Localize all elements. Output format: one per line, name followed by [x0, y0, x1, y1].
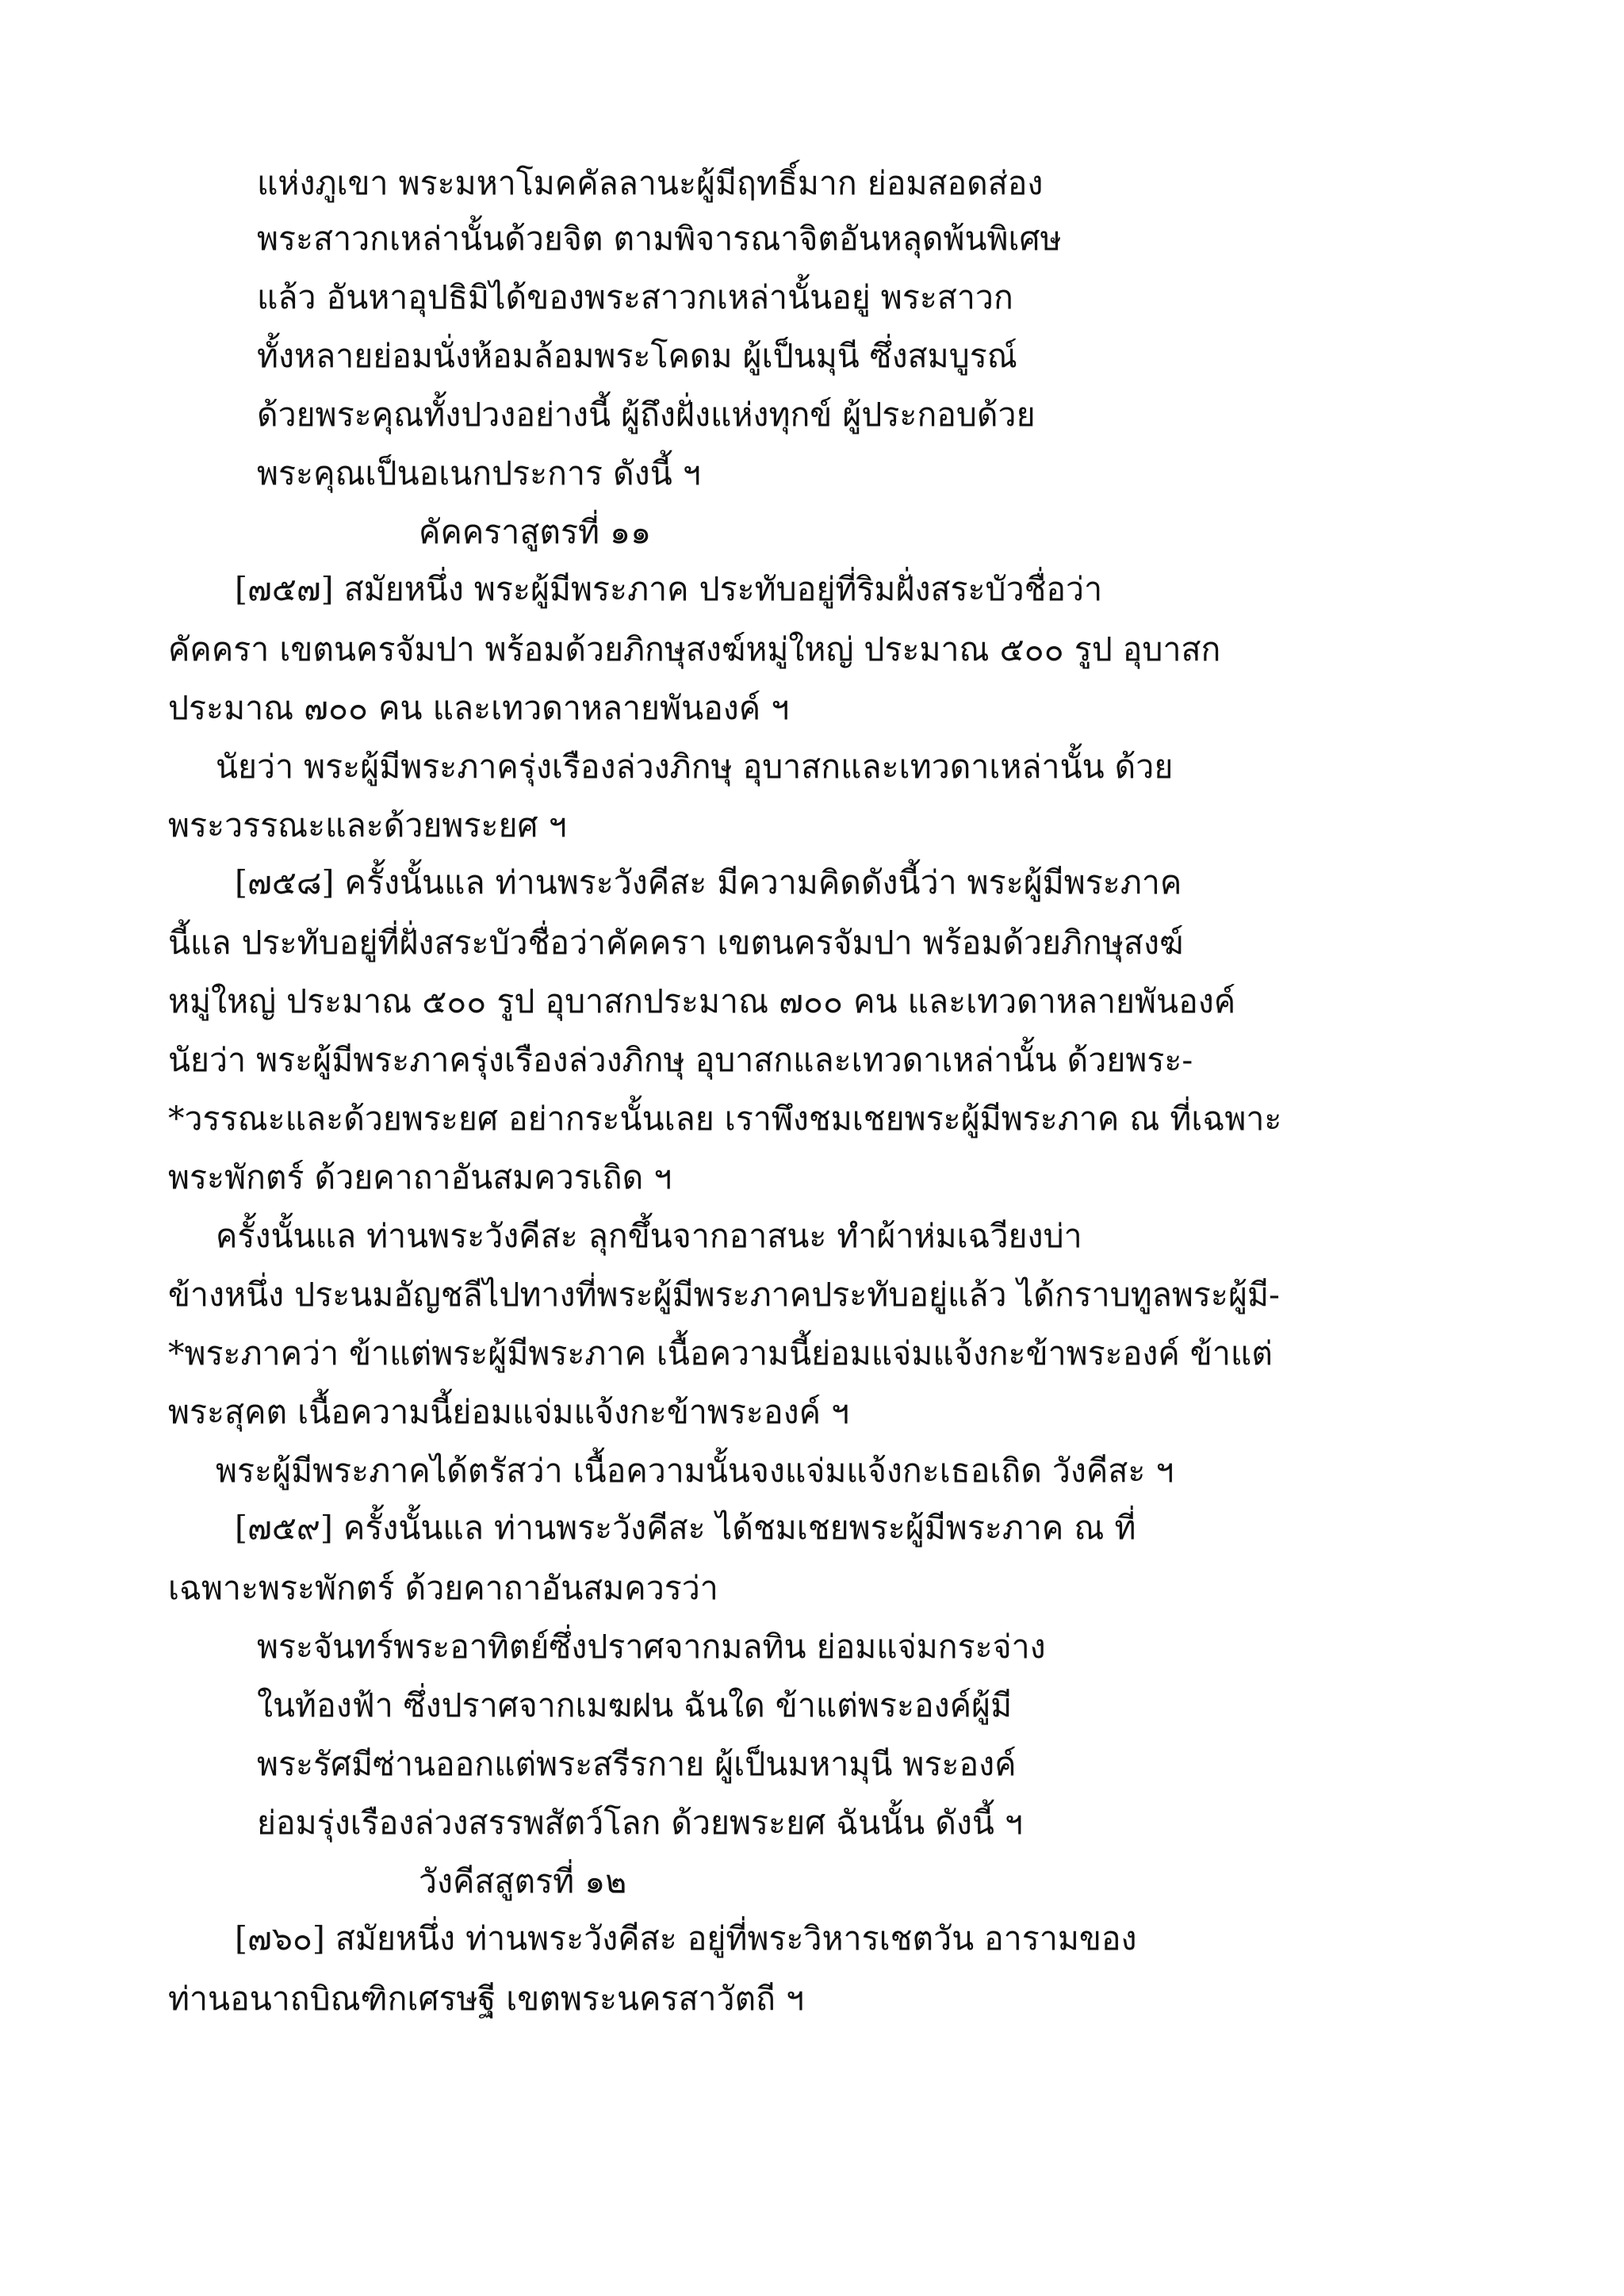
paragraph-line: นี้แล ประทับอยู่ที่ฝั่งสระบัวชื่อว่าคัคครา เขตนครจัมปา พร้อมด้วยภิกษุสงฆ์: [168, 924, 1184, 962]
paragraph-line: พระสุคต เนื้อความนี้ย่อมแจ่มแจ้งกะข้าพระองค์ ฯ: [168, 1393, 850, 1431]
paragraph-line: *พระภาคว่า ข้าแต่พระผู้มีพระภาค เนื้อความนี้ย่อมแจ่มแจ้งกะข้าพระองค์ ข้าแต่: [168, 1334, 1273, 1372]
paragraph-line: หมู่ใหญ่ ประมาณ ๕๐๐ รูป อุบาสกประมาณ ๗๐๐ คน และเทวดาหลายพันองค์: [168, 982, 1236, 1020]
verse-line: พระจันทร์พระอาทิตย์ซึ่งปราศจากมลทิน ย่อมแจ่มกระจ่าง: [257, 1628, 1046, 1666]
paragraph-line: นัยว่า พระผู้มีพระภาครุ่งเรืองล่วงภิกษุ อุบาสกและเทวดาเหล่านั้น ด้วยพระ-: [168, 1041, 1193, 1079]
paragraph-line: พระพักตร์ ด้วยคาถาอันสมควรเถิด ฯ: [168, 1158, 672, 1196]
paragraph-line: [๗๖๐] สมัยหนึ่ง ท่านพระวังคีสะ อยู่ที่พระวิหารเชตวัน อารามของ: [235, 1919, 1137, 1957]
verse-line: ด้วยพระคุณทั้งปวงอย่างนี้ ผู้ถึงฝั่งแห่งทุกข์ ผู้ประกอบด้วย: [257, 396, 1036, 434]
paragraph-line: [๗๕๘] ครั้งนั้นแล ท่านพระวังคีสะ มีความคิดดังนี้ว่า พระผู้มีพระภาค: [235, 863, 1182, 901]
section-title: คัคคราสูตรที่ ๑๑: [419, 513, 652, 551]
paragraph-line: พระผู้มีพระภาคได้ตรัสว่า เนื้อความนั้นจงแจ่มแจ้งกะเธอเถิด วังคีสะ ฯ: [216, 1452, 1174, 1490]
verse-line: ย่อมรุ่งเรืองล่วงสรรพสัตว์โลก ด้วยพระยศ ฉันนั้น ดังนี้ ฯ: [257, 1804, 1023, 1842]
verse-line: พระสาวกเหล่านั้นด้วยจิต ตามพิจารณาจิตอันหลุดพ้นพิเศษ: [257, 220, 1062, 258]
paragraph-line: *วรรณะและด้วยพระยศ อย่ากระนั้นเลย เราพึงชมเชยพระผู้มีพระภาค ณ ที่เฉพาะ: [168, 1100, 1282, 1138]
paragraph-line: ท่านอนาถบิณฑิกเศรษฐี เขตพระนครสาวัตถี ฯ: [168, 1980, 805, 2018]
paragraph-line: ประมาณ ๗๐๐ คน และเทวดาหลายพันองค์ ฯ: [168, 689, 790, 727]
verse-line: พระรัศมีซ่านออกแต่พระสรีรกาย ผู้เป็นมหามุนี พระองค์: [257, 1745, 1017, 1783]
paragraph-line: ครั้งนั้นแล ท่านพระวังคีสะ ลุกขึ้นจากอาสนะ ทำผ้าห่มเฉวียงบ่า: [216, 1217, 1082, 1255]
verse-line: ทั้งหลายย่อมนั่งห้อมล้อมพระโคดม ผู้เป็นมุนี ซึ่งสมบูรณ์: [257, 337, 1017, 375]
verse-line: พระคุณเป็นอเนกประการ ดังนี้ ฯ: [257, 454, 701, 492]
section-title: วังคีสสูตรที่ ๑๒: [419, 1862, 627, 1900]
paragraph-line: พระวรรณะและด้วยพระยศ ฯ: [168, 806, 567, 844]
paragraph-line: [๗๕๙] ครั้งนั้นแล ท่านพระวังคีสะ ได้ชมเชยพระผู้มีพระภาค ณ ที่: [235, 1509, 1136, 1547]
verse-line: แล้ว อันหาอุปธิมิได้ของพระสาวกเหล่านั้นอยู่ พระสาวก: [257, 278, 1013, 316]
paragraph-line: เฉพาะพระพักตร์ ด้วยคาถาอันสมควรว่า: [168, 1569, 718, 1607]
paragraph-line: [๗๕๗] สมัยหนึ่ง พระผู้มีพระภาค ประทับอยู่ที่ริมฝั่งสระบัวชื่อว่า: [235, 570, 1103, 608]
paragraph-line: นัยว่า พระผู้มีพระภาครุ่งเรืองล่วงภิกษุ อุบาสกและเทวดาเหล่านั้น ด้วย: [216, 748, 1174, 786]
paragraph-line: คัคครา เขตนครจัมปา พร้อมด้วยภิกษุสงฆ์หมู่ใหญ่ ประมาณ ๕๐๐ รูป อุบาสก: [168, 630, 1221, 668]
verse-line: แห่งภูเขา พระมหาโมคคัลลานะผู้มีฤทธิ์มาก ย่อมสอดส่อง: [257, 164, 1044, 202]
paragraph-line: ข้างหนึ่ง ประนมอัญชลีไปทางที่พระผู้มีพระภาคประทับอยู่แล้ว ได้กราบทูลพระผู้มี-: [168, 1276, 1280, 1314]
verse-line: ในท้องฟ้า ซึ่งปราศจากเมฆฝน ฉันใด ข้าแต่พระองค์ผู้มี: [257, 1686, 1013, 1724]
